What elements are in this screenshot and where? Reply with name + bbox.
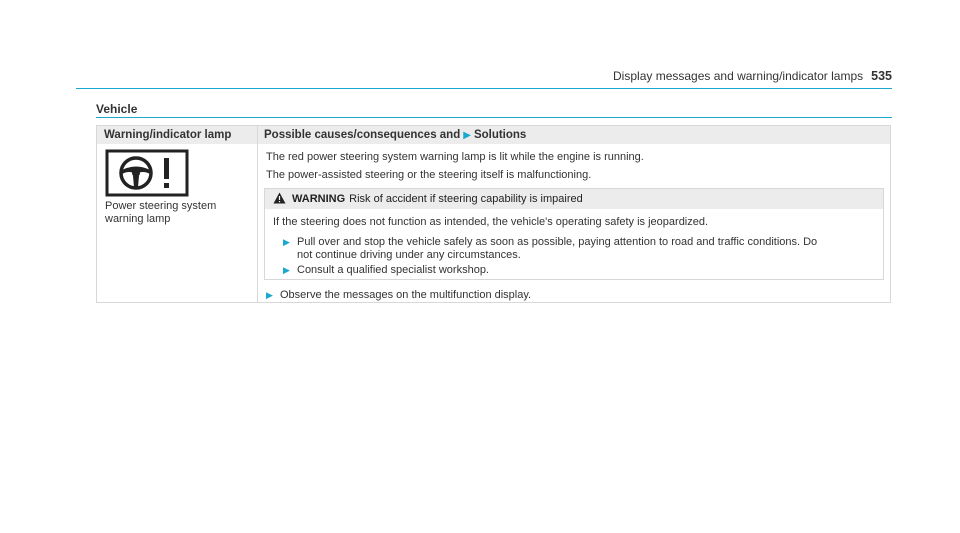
steering-wheel-exclamation-icon [105, 149, 189, 197]
causes-header-text: Possible causes/consequences and [264, 129, 461, 141]
warning-step-2: Consult a qualified specialist workshop. [297, 264, 489, 276]
causes-column [257, 126, 890, 302]
warning-text: If the steering does not function as intended, the vehicle's operating safety is jeopardized. [273, 216, 709, 228]
running-header [613, 69, 892, 83]
warning-step-1 [297, 236, 817, 262]
play-arrow-icon: ▶ [283, 237, 290, 247]
play-arrow-icon: ▶ [463, 130, 471, 141]
warning-triangle-icon [273, 192, 286, 204]
warning-box [264, 188, 884, 280]
warning-title: Risk of accident if steering capability is impaired [349, 193, 583, 205]
lamp-column-header: Warning/indicator lamp [97, 126, 257, 144]
lamp-caption-line-1: Power steering system [105, 200, 217, 212]
running-header-title: Display messages and warning/indicator lamps [613, 69, 864, 83]
lamp-caption [105, 200, 216, 226]
warning-header [265, 189, 883, 209]
lamp-column [97, 126, 257, 302]
lamp-table [96, 125, 891, 303]
warning-step-1-line-2: not continue driving under any circumstances. [297, 249, 521, 261]
play-arrow-icon: ▶ [266, 290, 273, 300]
cause-text-2: The power-assisted steering or the steering itself is malfunctioning. [266, 169, 592, 181]
cause-text-1: The red power steering system warning lamp is lit while the engine is running. [266, 151, 644, 163]
lamp-caption-line-2: warning lamp [105, 213, 171, 225]
section-title: Vehicle [96, 102, 138, 116]
header-rule [76, 88, 892, 89]
page-number: 535 [871, 69, 892, 83]
play-arrow-icon: ▶ [283, 265, 290, 275]
causes-column-header [258, 126, 890, 144]
solutions-header-text: Solutions [473, 129, 527, 141]
section-rule [96, 117, 892, 118]
warning-step-1-line-1: Pull over and stop the vehicle safely as soon as possible, paying attention to road and traffic conditions. Do [297, 236, 818, 248]
solution-text: Observe the messages on the multifunction display. [280, 289, 532, 301]
warning-label: WARNING [292, 193, 346, 205]
